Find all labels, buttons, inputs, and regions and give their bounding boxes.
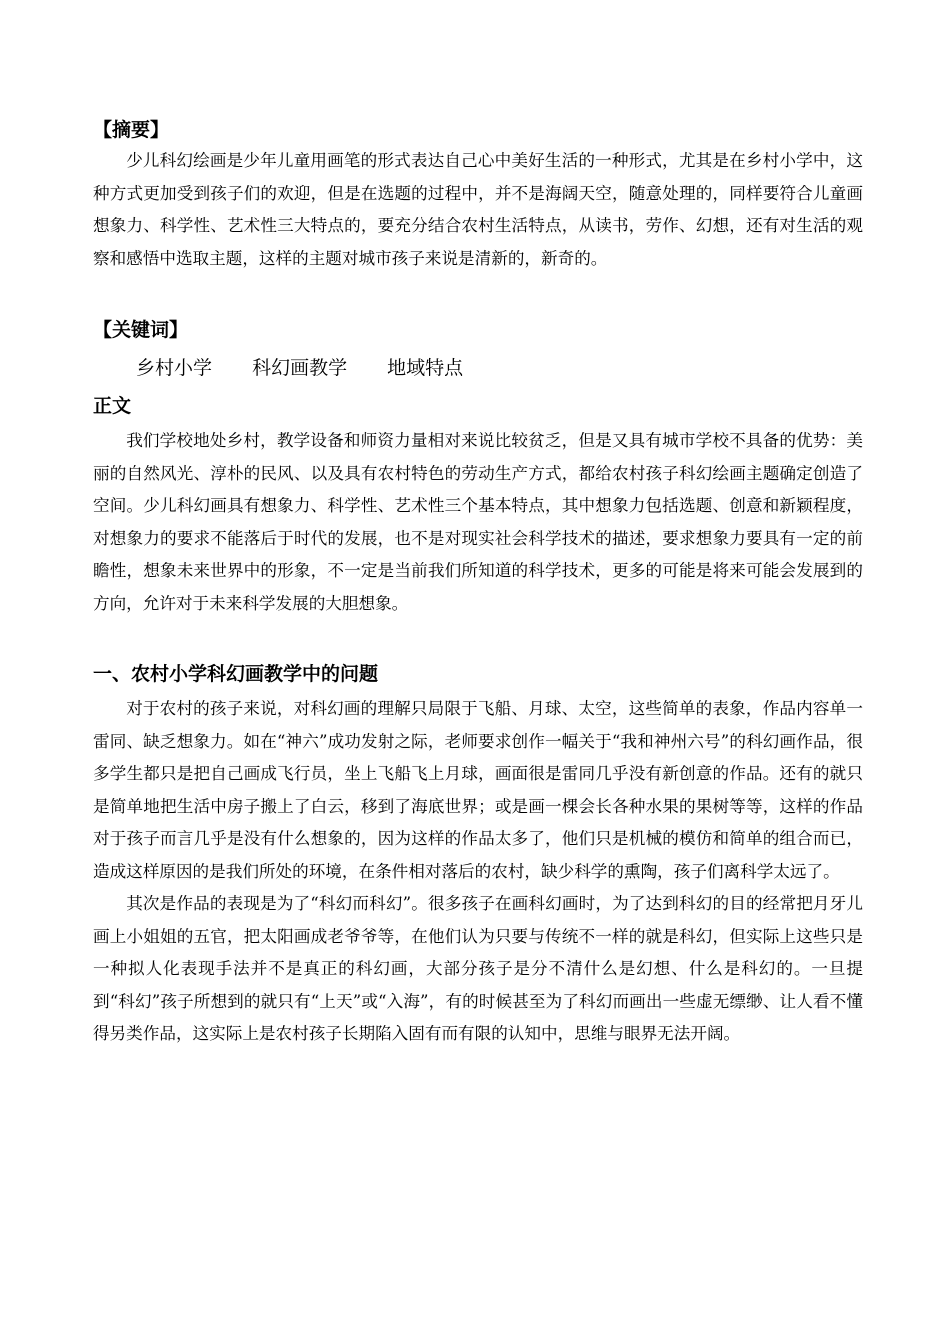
section-paragraph: 其次是作品的表现是为了“科幻而科幻”。很多孩子在画科幻画时，为了达到科幻的目的经常把月牙儿画上小姐姐的五官，把太阳画成老爷爷等，在他们认为只要与传统不一样的就是科幻，但实际上这些只是一种拟人化表现手法并不是真正的科幻画，大部分孩子是分不清什么是幻想、什么是科幻的。一旦提到“科幻”孩子所想到的就只有“上天”或“入海”，有的时候甚至为了科幻而画出一些虚无缥缈、让人看不懂得另类作品，这实际上是农村孩子长期陷入固有而有限的认知中，思维与眼界无法开阔。 (93, 894, 863, 1043)
abstract-text: 少儿科幻绘画是少年儿童用画笔的形式表达自己心中美好生活的一种形式，尤其是在乡村小学中，这种方式更加受到孩子们的欢迎，但是在选题的过程中，并不是海阔天空，随意处理的，同样要符合儿童画想象力、科学性、艺术性三大特点的，要充分结合农村生活特点，从读书，劳作、幻想，还有对生活的观察和感悟中选取主题，这样的主题对城市孩子来说是清新的，新奇的。 (93, 151, 863, 268)
section-paragraph: 对于农村的孩子来说，对科幻画的理解只局限于飞船、月球、太空，这些简单的表象，作品内容单一雷同、缺乏想象力。如在“神六”成功发射之际，老师要求创作一幅关于“我和神州六号”的科幻画作品，很多学生都只是把自己画成飞行员，坐上飞船飞上月球，画面很是雷同几乎没有新创意的作品。还有的就只是简单地把生活中房子搬上了白云，移到了海底世界；或是画一棵会长各种水果的果树等等，这样的作品对于孩子而言几乎是没有什么想象的，因为这样的作品太多了，他们只是机械的模仿和简单的组合而已，造成这样原因的是我们所处的环境，在条件相对落后的农村，缺少科学的熏陶，孩子们离科学太远了。 (93, 699, 863, 881)
body-paragraph: 我们学校地处乡村，教学设备和师资力量相对来说比较贫乏，但是又具有城市学校不具备的优势：美丽的自然风光、淳朴的民风、以及具有农村特色的劳动生产方式，都给农村孩子科幻绘画主题确定创造了空间。少儿科幻画具有想象力、科学性、艺术性三个基本特点，其中想象力包括选题、创意和新颖程度，对想象力的要求不能落后于时代的发展，也不是对现实社会科学技术的描述，要求想象力要具有一定的前瞻性，想象未来世界中的形象，不一定是当前我们所知道的科学技术，更多的可能是将来可能会发展到的方向，允许对于未来科学发展的大胆想象。 (93, 431, 863, 613)
keyword-item: 地域特点 (387, 357, 464, 379)
keywords-heading: 【关键词】 (93, 319, 189, 341)
document-page (93, 114, 863, 1051)
keywords-list (93, 353, 863, 383)
keyword-item: 科幻画教学 (252, 357, 348, 379)
keyword-item: 乡村小学 (136, 357, 213, 379)
section-heading: 一、农村小学科幻画教学中的问题 (93, 663, 379, 685)
abstract-heading: 【摘要】 (93, 119, 170, 141)
body-heading: 正文 (93, 395, 132, 417)
